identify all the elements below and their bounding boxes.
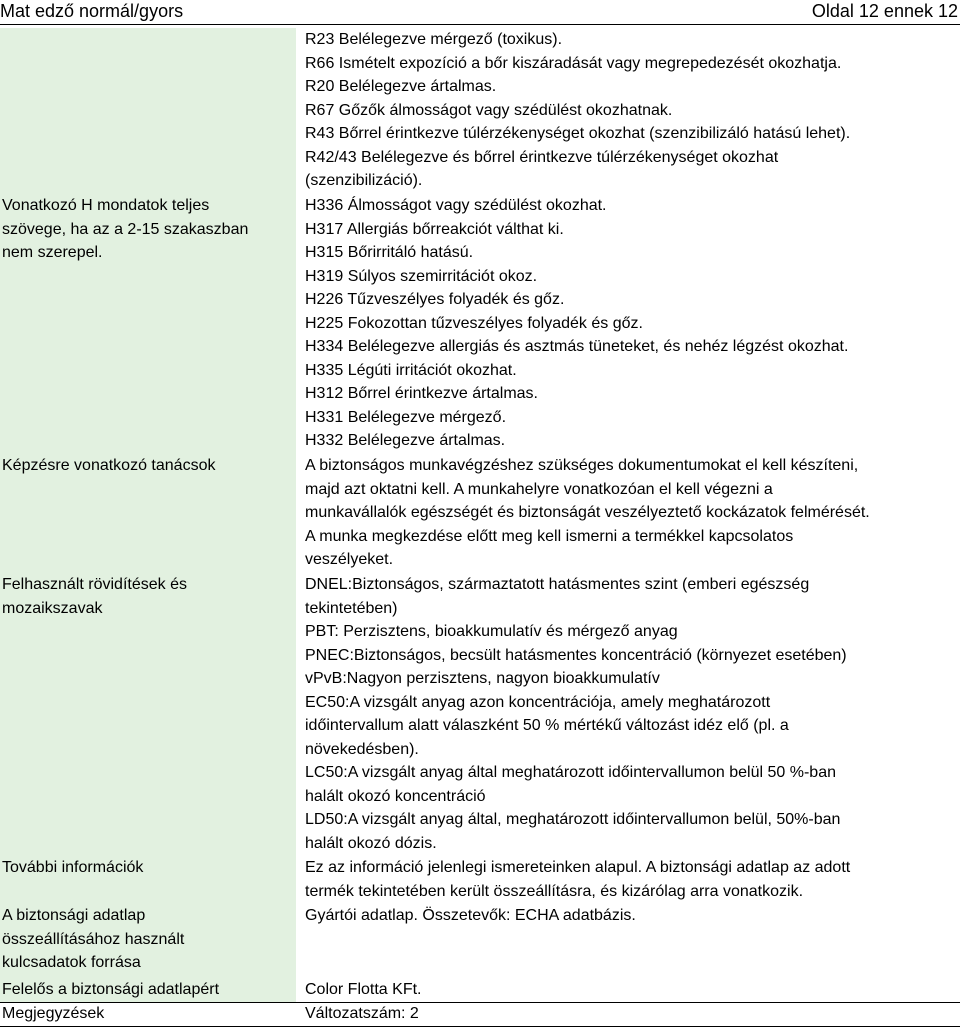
text-line: H334 Belélegezve allergiás és asztmás tüneteket, és nehéz légzést okozhat.	[305, 338, 849, 355]
label-line: kulcsadatok forrása	[2, 954, 141, 971]
label-line: A biztonsági adatlap	[2, 907, 146, 924]
text-line: H331 Belélegezve mérgező.	[305, 408, 507, 426]
text-line: R42/43 Belélegezve és bőrrel érintkezve túlérzékenységet okozhat	[305, 148, 779, 166]
text-line: Ez az információ jelenlegi ismereteinken alapul. A biztonsági adatlap az adott	[305, 859, 851, 876]
text-line: vPvB:Nagyon perzisztens, nagyon bioakkumulatív	[305, 670, 660, 687]
notes-row	[0, 1002, 960, 1027]
text-line: A biztonságos munkavégzéshez szükséges dokumentumokat el kell készíteni,	[305, 457, 859, 474]
label-line: Képzésre vonatkozó tanácsok	[2, 457, 216, 474]
responsible-text	[305, 978, 955, 1002]
text-line: munkavállalók egészségét és biztonságát veszélyeztető kockázatok felmérését.	[305, 504, 870, 521]
text-line: PBT: Perzisztens, bioakkumulatív és mérgező anyag	[305, 623, 678, 640]
text-line: LC50:A vizsgált anyag által meghatározott időintervallumon belül 50 %-ban	[305, 764, 836, 781]
page-number: Oldal 12 ennek 12	[811, 1, 958, 21]
text-line: H336 Álmosságot vagy szédülést okozhat.	[305, 197, 607, 214]
label-line: nem szerepel.	[2, 244, 103, 261]
text-line: H312 Bőrrel érintkezve ártalmas.	[305, 385, 538, 402]
text-line: LD50:A vizsgált anyag által, meghatározott időintervallumon belül, 50%-ban	[305, 811, 841, 828]
responsible-label	[2, 978, 294, 1002]
text-line: Color Flotta KFt.	[305, 981, 422, 998]
text-line: halált okozó koncentráció	[305, 787, 486, 805]
text-line: tekintetében)	[305, 599, 398, 617]
data-sources-label	[2, 904, 294, 975]
text-line: PNEC:Biztonságos, becsült hatásmentes koncentráció (környezet esetében)	[305, 646, 847, 664]
text-line: majd azt oktatni kell. A munkahelyre vonatkozóan el kell végezni a	[305, 480, 773, 498]
label-line: összeállításához használt	[2, 930, 185, 948]
text-line: veszélyeket.	[305, 551, 394, 568]
further-info-text	[305, 856, 955, 903]
text-line: R20 Belélegezve ártalmas.	[305, 78, 497, 95]
further-info-label	[2, 856, 294, 880]
text-line: halált okozó dózis.	[305, 834, 437, 852]
label-line: További információk	[2, 859, 144, 876]
text-line: időintervallum alatt válaszként 50 % mértékű változást idéz elő (pl. a	[305, 717, 789, 734]
text-line: EC50:A vizsgált anyag azon koncentrációja, amely meghatározott	[305, 693, 771, 711]
document-title: Mat edző normál/gyors	[0, 1, 184, 21]
abbreviations-label	[2, 573, 294, 620]
r-phrases-text	[305, 28, 955, 193]
text-line: R67 Gőzők álmosságot vagy szédülést okozhatnak.	[305, 101, 673, 119]
page-header	[0, 0, 960, 25]
text-line: termék tekintetében került összeállításra, és kizárólag arra vonatkozik.	[305, 882, 804, 900]
text-line: H335 Légúti irritációt okozhat.	[305, 361, 517, 379]
training-advice-text	[305, 454, 955, 572]
text-line: R43 Bőrrel érintkezve túlérzékenységet okozhat (szenzibilizáló hatású lehet).	[305, 125, 851, 142]
text-line: növekedésben).	[305, 740, 419, 758]
label-line: Vonatkozó H mondatok teljes	[2, 197, 210, 214]
label-line: mozaikszavak	[2, 599, 103, 617]
text-line: A munka megkezdése előtt meg kell ismerni a termékkel kapcsolatos	[305, 527, 794, 545]
text-line: DNEL:Biztonságos, származtatott hatásmentes szint (emberi egészség	[305, 576, 810, 593]
version-number: Változatszám: 2	[305, 1005, 419, 1022]
text-line: H226 Tűzveszélyes folyadék és gőz.	[305, 291, 565, 308]
text-line: R66 Ismételt expozíció a bőr kiszáradását vagy megrepedezését okozhatja.	[305, 54, 842, 72]
label-line: Felelős a biztonsági adatlapért	[2, 981, 220, 998]
abbreviations-text	[305, 573, 955, 855]
text-line: Gyártói adatlap. Összetevők: ECHA adatbázis.	[305, 907, 636, 924]
training-advice-label	[2, 454, 294, 478]
label-line: szövege, ha az a 2-15 szakaszban	[2, 220, 249, 238]
text-line: (szenzibilizáció).	[305, 172, 423, 189]
h-phrases-label	[2, 194, 294, 265]
h-phrases-text	[305, 194, 955, 453]
text-line: H319 Súlyos szemirritációt okoz.	[305, 267, 538, 285]
label-line: Felhasznált rövidítések és	[2, 576, 187, 593]
text-line: H332 Belélegezve ártalmas.	[305, 432, 506, 449]
text-line: H315 Bőrirritáló hatású.	[305, 244, 474, 261]
data-sources-text	[305, 904, 955, 928]
notes-label: Megjegyzések	[2, 1005, 105, 1022]
text-line: H317 Allergiás bőrreakciót válthat ki.	[305, 220, 564, 238]
text-line: H225 Fokozottan tűzveszélyes folyadék és gőz.	[305, 314, 643, 332]
text-line: R23 Belélegezve mérgező (toxikus).	[305, 31, 563, 48]
